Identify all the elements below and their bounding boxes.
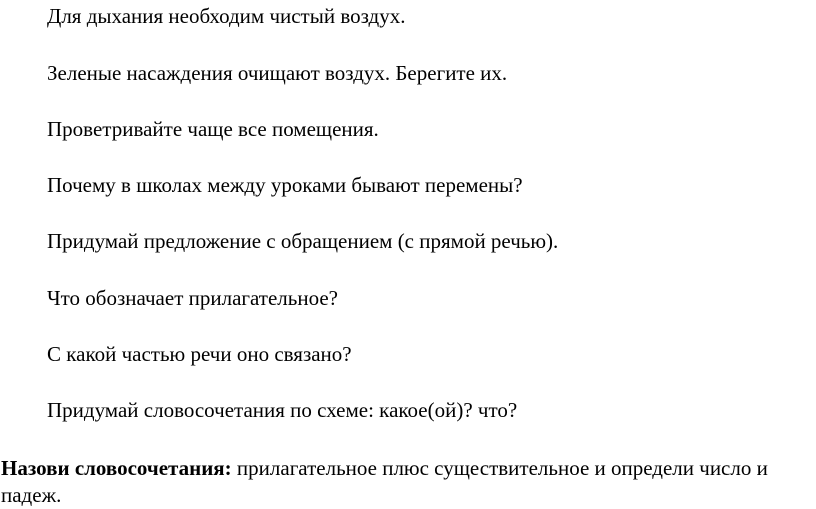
text-line-7: С какой частью речи оно связано?: [47, 342, 352, 366]
text-line-4: Почему в школах между уроками бывают перемены?: [47, 173, 523, 197]
text-line-2: Зеленые насаждения очищают воздух. Берегите их.: [47, 61, 508, 85]
task-paragraph: [1, 455, 816, 509]
text-line-5: Придумай предложение с обращением (с прямой речью).: [47, 229, 559, 253]
task-text: прилагательное плюс существительное и определи число и падеж.: [1, 456, 768, 507]
task-label: Назови словосочетания:: [1, 456, 232, 480]
text-line-6: Что обозначает прилагательное?: [47, 286, 338, 310]
text-line-1: Для дыхания необходим чистый воздух.: [47, 4, 406, 28]
text-line-3: Проветривайте чаще все помещения.: [47, 117, 379, 141]
text-line-8: Придумай словосочетания по схеме: какое(ой)? что?: [47, 398, 518, 422]
